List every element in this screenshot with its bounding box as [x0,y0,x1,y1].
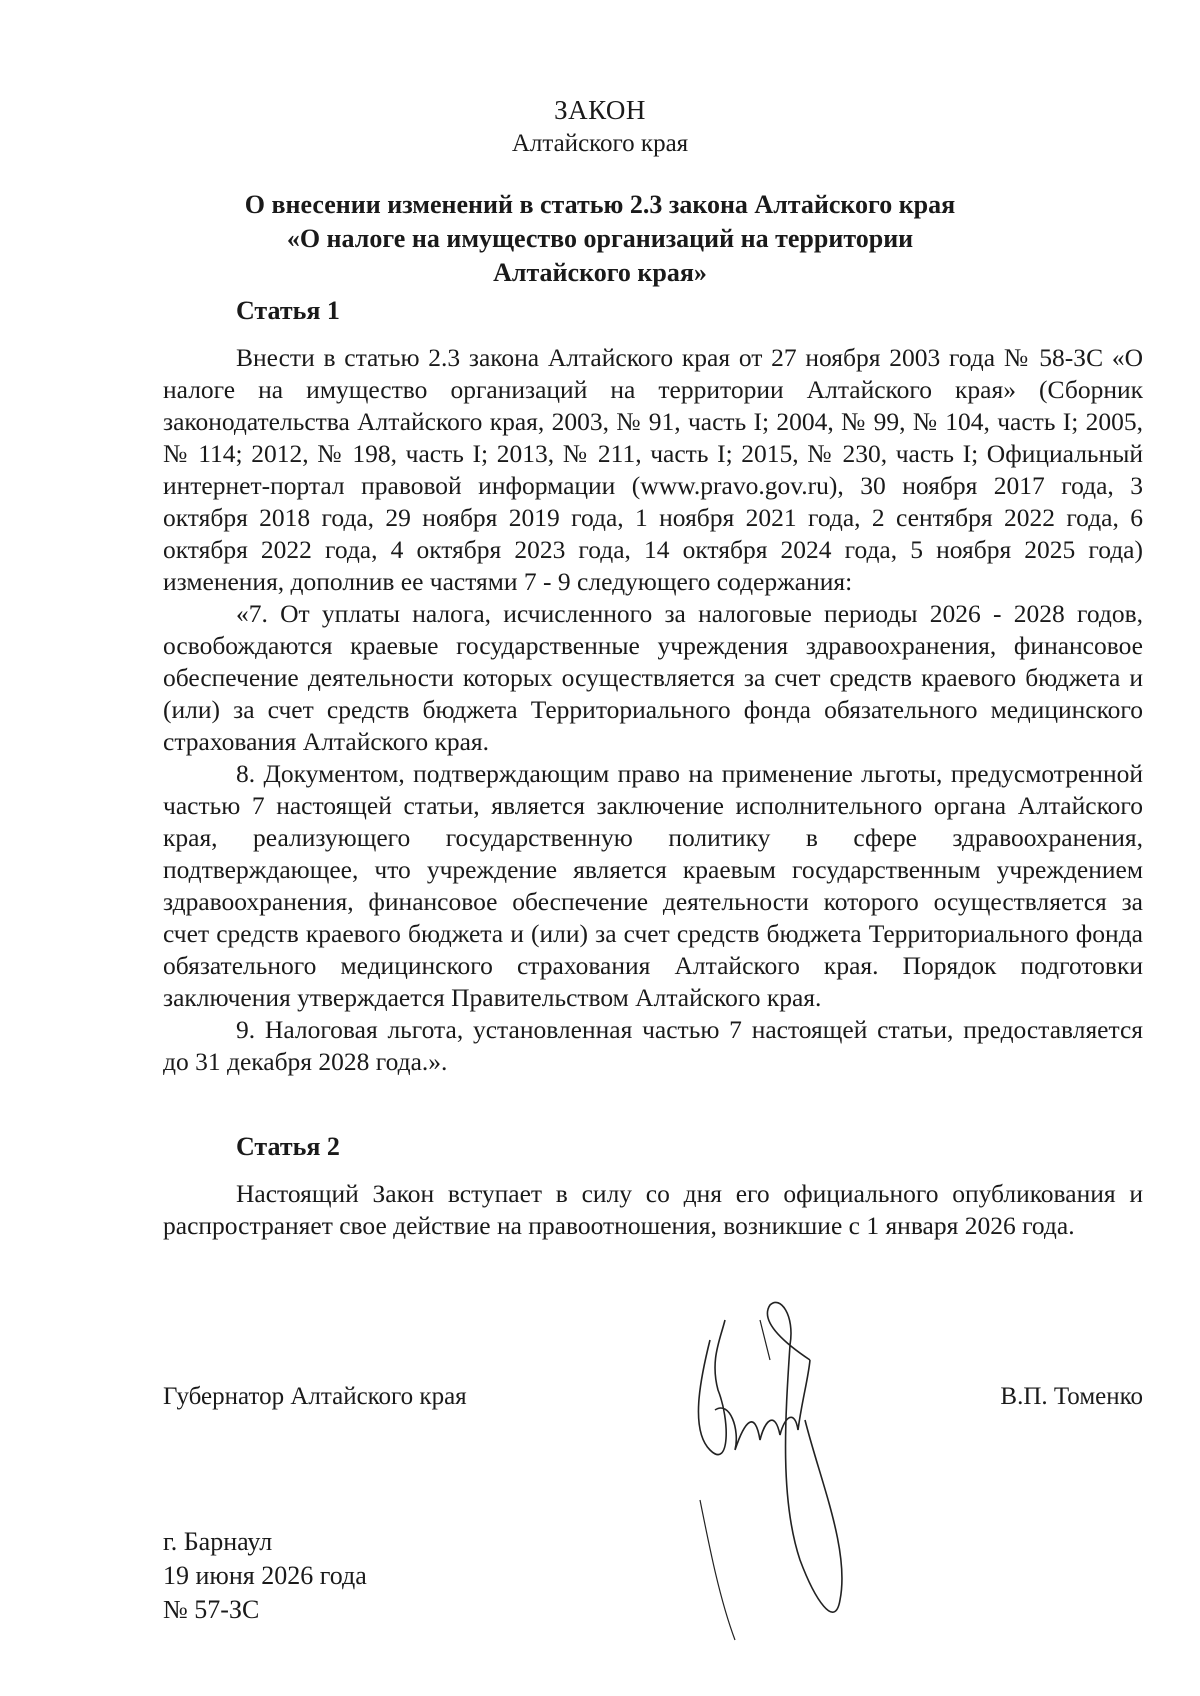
document-header [0,93,1200,161]
article-1-paragraph: Внести в статью 2.3 закона Алтайского края от 27 ноября 2003 года № 58-ЗС «О налоге на имущество организаций на территории Алтайского края» (Сборник законодательства Алтайского края, 2003, № 91, часть I; 2004, № 99, № 104, часть I; 2005, № 114; 2012, № 198, часть I; 2013, № 211, часть I; 2015, № 230, часть I; Официальный интернет-портал правовой информации (www.pravo.gov.ru), 30 ноября 2017 года, 3 октября 2018 года, 29 ноября 2019 года, 1 ноября 2021 года, 2 сентября 2022 года, 6 октября 2022 года, 4 октября 2023 года, 14 октября 2024 года, 5 ноября 2025 года) изменения, дополнив ее частями 7 - 9 следующего содержания: [163,343,1143,596]
article-1-paragraph: 9. Налоговая льгота, установленная частью 7 настоящей статьи, предоставляется до 31 декабря 2028 года.». [163,1015,1143,1076]
article-1-heading: Статья 1 [236,296,340,325]
handwritten-signature [690,1300,910,1650]
law-title [160,188,1040,290]
article-2-heading: Статья 2 [236,1132,340,1161]
article-2-paragraph: Настоящий Закон вступает в силу со дня его официального опубликования и распространяет свое действие на правоотношения, возникшие с 1 января 2026 года. [163,1179,1143,1240]
article-1-body [163,342,1143,1078]
place-date-block [163,1525,367,1627]
governor-position: Губернатор Алтайского края [163,1383,467,1410]
title-line: «О налоге на имущество организаций на территории [286,224,914,253]
title-line: Алтайского края» [493,258,707,287]
governor-name: В.П. Томенко [1000,1383,1143,1410]
law-number: № 57-ЗС [163,1595,260,1624]
city: г. Барнаул [163,1527,273,1556]
article-2-body [163,1178,1143,1242]
article-1-paragraph: 8. Документом, подтверждающим право на применение льготы, предусмотренной частью 7 настоящей статьи, является заключение исполнительного органа Алтайского края, реализующего государственную политику в сфере здравоохранения, подтверждающее, что учреждение является краевым государственным учреждением здравоохранения, финансовое обеспечение деятельности которого осуществляется за счет средств краевого бюджета и (или) за счет средств бюджета Территориального фонда обязательного медицинского страхования Алтайского края. Порядок подготовки заключения утверждается Правительством Алтайского края. [163,759,1143,1012]
date: 19 июня 2026 года [163,1561,367,1590]
title-line: О внесении изменений в статью 2.3 закона Алтайского края [244,190,956,219]
doc-region: Алтайского края [511,130,689,157]
doc-type: ЗАКОН [554,95,646,125]
article-1-paragraph: «7. От уплаты налога, исчисленного за налоговые периоды 2026 - 2028 годов, освобождаются краевые государственные учреждения здравоохранения, финансовое обеспечение деятельности которых осуществляется за счет средств краевого бюджета и (или) за счет средств бюджета Территориального фонда обязательного медицинского страхования Алтайского края. [163,599,1143,756]
